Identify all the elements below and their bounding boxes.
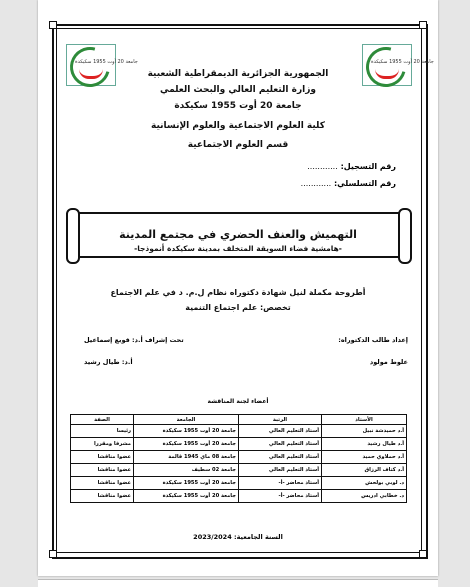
border-corner — [49, 21, 57, 29]
table-header-row — [71, 415, 407, 425]
cell-name: د. خطابي ادريس — [322, 490, 407, 503]
cell-name: أ.د كتاف الرزاق — [322, 464, 407, 477]
cell-university: جامعة 20 أوت 1955 سكيكدة — [134, 490, 239, 503]
cell-university: جامعة 20 أوت 1955 سكيكدة — [134, 438, 239, 451]
thesis-title: التهميش والعنف الحضري في مجتمع المدينة — [119, 228, 357, 241]
cell-university: جامعة 08 ماي 1945 قالمة — [134, 451, 239, 464]
cell-role: عضوا مناقشا — [71, 464, 134, 477]
university-logo-left: جامعة 20 أوت 1955 سكيكدة — [66, 44, 116, 86]
col-university: الجامعة — [134, 415, 239, 425]
header-republic: الجمهورية الجزائرية الديمقراطية الشعبية — [147, 69, 329, 79]
committee-title: أعضاء لجنة المناقشة — [207, 398, 269, 405]
table-row — [71, 451, 407, 464]
cell-role: عضوا مناقشا — [71, 451, 134, 464]
cell-role: عضوا مناقشا — [71, 477, 134, 490]
cell-rank: أستاذ محاضر -أ- — [239, 490, 322, 503]
cell-rank: أستاذ محاضر -أ- — [239, 477, 322, 490]
cell-rank: أستاذ التعليم العالي — [239, 451, 322, 464]
thesis-subtitle: -هامشية فضاء السويقة المتخلف بمدينة سكيكدة أنموذجا- — [134, 244, 342, 253]
header-university: جامعة 20 أوت 1955 سكيكدة — [174, 101, 302, 111]
student-label: إعداد طالب الدكتوراه: — [338, 336, 408, 344]
cell-name: أ.د حملاوي حميد — [322, 451, 407, 464]
header-department: قسم العلوم الاجتماعية — [187, 140, 289, 150]
cell-role: عضوا مناقشا — [71, 490, 134, 503]
border-corner — [49, 550, 57, 558]
committee-table — [70, 414, 407, 503]
table-row — [71, 425, 407, 438]
col-role: الصفة — [71, 415, 134, 425]
specialty: تخصص: علم اجتماع التنمية — [185, 303, 291, 312]
academic-year: السنة الجامعية: 2023/2024 — [193, 533, 283, 541]
serial-number-field: رقم التسلسلي: ............ — [300, 179, 396, 188]
col-professor: الأستاذ — [322, 415, 407, 425]
header-faculty: كلية العلوم الاجتماعية والعلوم الإنسانية — [151, 121, 325, 131]
university-logo-right: جامعة 20 أوت 1955 سكيكدة — [362, 44, 412, 86]
table-row — [71, 438, 407, 451]
cell-role: مشرفا ومقررا — [71, 438, 134, 451]
cell-rank: أستاذ التعليم العالي — [239, 425, 322, 438]
supervisor-label: تحت إشراف أ.د: قوبع إسماعيل — [84, 336, 184, 344]
cell-name: أ.د حميدشة نبيل — [322, 425, 407, 438]
border-corner — [419, 550, 427, 558]
registration-number-field: رقم التسجيل: ............ — [307, 162, 396, 171]
table-row — [71, 490, 407, 503]
cell-rank: أستاذ التعليم العالي — [239, 464, 322, 477]
cell-name: أ.د طيال رشيد — [322, 438, 407, 451]
cell-university: جامعة 20 أوت 1955 سكيكدة — [134, 477, 239, 490]
cell-university: جامعة 20 أوت 1955 سكيكدة — [134, 425, 239, 438]
co-supervisor: أ.د: طيال رشيد — [84, 358, 133, 366]
border-corner — [419, 21, 427, 29]
student-name: علوط مولود — [369, 358, 408, 366]
thesis-description: أطروحة مكملة لنيل شهادة دكتوراه نظام ل.م. د في علم الاجتماع — [110, 288, 366, 297]
table-row — [71, 477, 407, 490]
header-ministry: وزارة التعليم العالي والبحث العلمي — [159, 85, 317, 95]
document-page — [38, 0, 438, 576]
cell-role: رئيسا — [71, 425, 134, 438]
cell-university: جامعة 02 سطيف — [134, 464, 239, 477]
col-rank: الرتبة — [239, 415, 322, 425]
table-row — [71, 464, 407, 477]
cell-name: د. لوبي بولحش — [322, 477, 407, 490]
cell-rank: أستاذ التعليم العالي — [239, 438, 322, 451]
